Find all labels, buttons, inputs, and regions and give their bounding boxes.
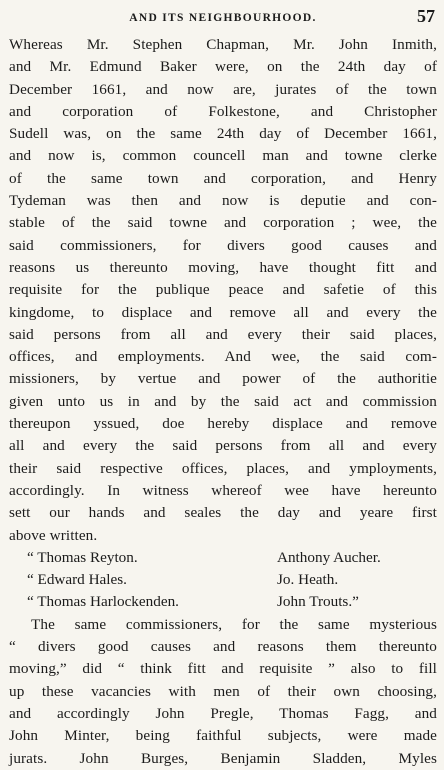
text-line: “ divers good causes and reasons them thereunto	[9, 638, 437, 656]
text-line: of the same town and corporation, and Henry	[9, 169, 437, 187]
text-line: offices, and employments. And wee, the said com-	[9, 348, 437, 366]
text-line: and Mr. Edmund Baker were, on the 24th day of	[9, 58, 437, 76]
text-line: Sudell was, on the same 24th day of December 1661,	[9, 125, 437, 143]
page-number: 57	[417, 6, 435, 26]
text-line: requisite for the publique peace and safetie of this	[9, 281, 437, 299]
text-line: thereupon yssued, doe hereby displace and remove	[9, 415, 437, 433]
text-line: John Minter, being faithful subjects, were made	[9, 727, 437, 745]
text-line: and now is, common councell man and towne clerke	[9, 147, 437, 165]
text-line: and corporation of Folkestone, and Christopher	[9, 102, 437, 120]
signature-right: Anthony Aucher.	[277, 548, 381, 566]
paragraph-2	[9, 614, 437, 770]
text-line: Whereas Mr. Stephen Chapman, Mr. John Inmith,	[9, 36, 437, 53]
text-line: moving,” did “ think fitt and requisite ” also to fill	[9, 660, 437, 678]
signature-right: Jo. Heath.	[277, 571, 339, 589]
text-line: missioners, by vertue and power of the authoritie	[9, 370, 437, 388]
text-line: all and every the said persons from all and every	[9, 437, 437, 455]
signature-left: “ Thomas Reyton.	[27, 548, 138, 566]
text-line: December 1661, and now are, jurates of the town	[9, 80, 437, 98]
text-line: up these vacancies with men of their own choosing,	[9, 682, 437, 700]
signature-row	[9, 569, 437, 591]
text-line: their said respective offices, places, and ymployments,	[9, 459, 437, 477]
text-line: stable of the said towne and corporation ; wee, the	[9, 214, 437, 232]
running-head: AND ITS NEIGHBOURHOOD.	[129, 12, 317, 24]
text-line: accordingly. In witness whereof wee have hereunto	[9, 481, 437, 499]
signature-left: “ Edward Hales.	[27, 571, 127, 589]
text-line: reasons us thereunto moving, have thought fitt and	[9, 258, 437, 276]
signatures	[9, 547, 437, 614]
text-line: kingdome, to displace and remove all and every the	[9, 303, 437, 321]
text-line: above written.	[9, 526, 98, 544]
text-line: said persons from all and every their said places,	[9, 325, 437, 343]
signature-row	[9, 547, 437, 569]
text-line: said commissioners, for divers good causes and	[9, 236, 437, 254]
text-line: given unto us in and by the said act and commission	[9, 392, 437, 410]
signature-left: “ Thomas Harlockenden.	[27, 593, 179, 611]
text-line: jurats. John Burges, Benjamin Sladden, Myles	[9, 749, 437, 767]
paragraph-1	[9, 34, 437, 547]
text-line: The same commissioners, for the same mysterious	[31, 615, 437, 633]
page-header	[9, 4, 437, 34]
text-line: sett our hands and seales the day and yeare first	[9, 504, 437, 522]
text-line: Tydeman was then and now is deputie and con-	[9, 192, 437, 210]
signature-right: John Trouts.”	[277, 593, 359, 611]
text-line: and accordingly John Pregle, Thomas Fagg, and	[9, 704, 437, 722]
signature-row	[9, 591, 437, 613]
